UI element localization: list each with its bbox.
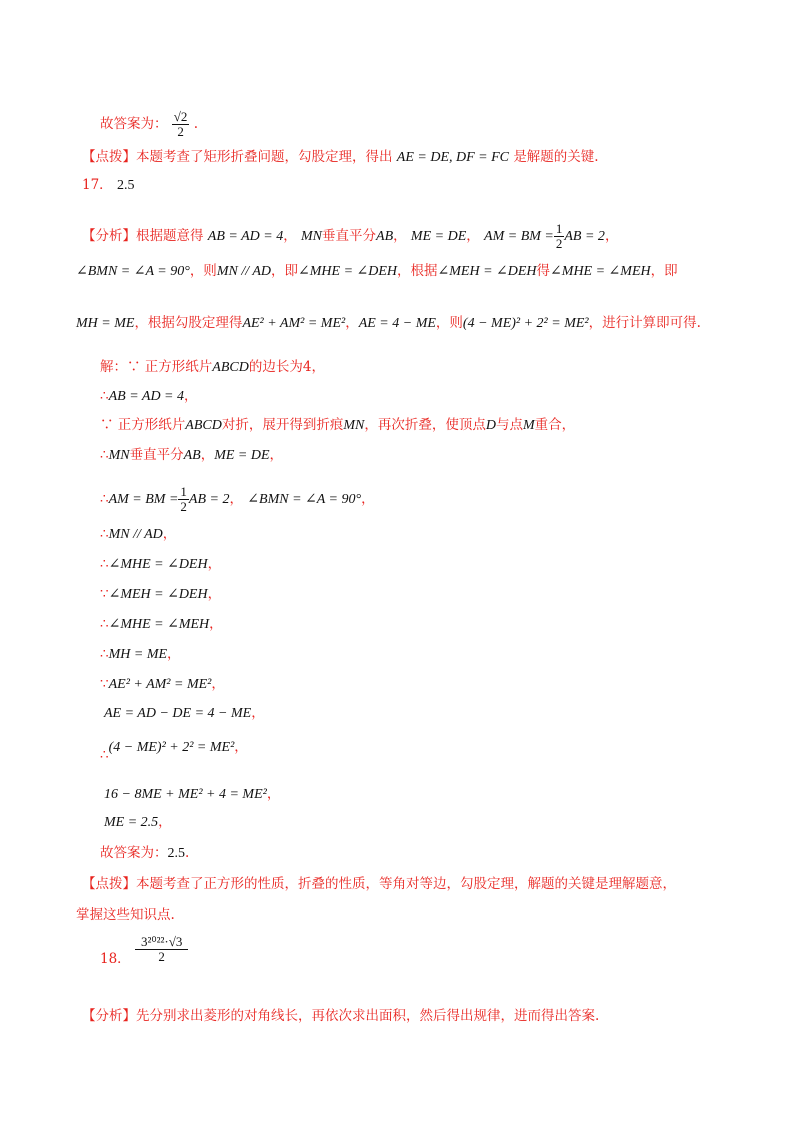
math-expr: MN: [108, 448, 130, 463]
solution-line-13: [100, 737, 248, 763]
period: .: [193, 116, 199, 132]
math-expr: ∠MHE = ∠DEH: [108, 557, 208, 572]
fraction-half: [178, 485, 189, 514]
punct: ，: [234, 739, 248, 755]
math-expr: ∠BMN = ∠A = 90°: [76, 264, 190, 279]
therefore-symbol: ∴: [100, 526, 109, 542]
solution-line-4: [100, 445, 283, 466]
solution-line-12: [104, 703, 265, 724]
fraction-denominator: 2: [180, 499, 187, 514]
analysis-text: 得: [536, 263, 551, 279]
analysis-line-2: [76, 261, 678, 282]
math-expr: ME = 2.5: [104, 815, 159, 830]
math-expr: ABCD: [212, 360, 249, 375]
therefore-symbol: ∴: [100, 491, 109, 507]
analysis-text: ，则: [435, 315, 463, 331]
punct: ，: [158, 814, 172, 830]
punct: ，: [283, 228, 297, 244]
punct: ，: [167, 646, 181, 662]
solution-line-5: [100, 485, 375, 514]
math-expr: ∠MEH = ∠DEH: [437, 264, 537, 279]
punct: ，: [361, 491, 375, 507]
question-18-header: [100, 934, 188, 967]
question-answer: 2.5: [116, 178, 135, 193]
analysis-line-3: [76, 313, 701, 334]
math-expr: AB: [183, 448, 201, 463]
therefore-symbol: ∴: [100, 447, 109, 463]
math-expr: AE² + AM² = ME²: [108, 677, 212, 692]
period: .: [185, 845, 190, 861]
math-expr: MN // AD: [216, 264, 272, 279]
solution-line-3: [100, 415, 575, 436]
math-expr: ME = DE: [410, 229, 467, 244]
punct: ，: [345, 315, 359, 331]
math-expr: MN: [343, 418, 365, 433]
punct: ，: [209, 616, 223, 632]
analysis-tag: 【分析】: [82, 1008, 136, 1024]
math-expr: D: [485, 418, 496, 433]
fraction-numerator: 1: [180, 484, 187, 499]
solution-text: ∵ 正方形纸片: [100, 417, 186, 433]
math-expr: AB = AD = 4: [108, 389, 185, 404]
hint-tag: 【点拨】: [82, 876, 136, 892]
question-17-header: [82, 175, 134, 196]
punct: ，: [184, 388, 198, 404]
solution-text: ，再次折叠，使顶点: [364, 417, 486, 433]
answer-value: 2.5: [167, 846, 185, 861]
solution-line-11: [100, 674, 225, 695]
math-expr: ∠MEH = ∠DEH: [108, 587, 208, 602]
math-expr: AE = DE, DF = FC: [396, 150, 510, 165]
analysis-text: ，进行计算即可得.: [588, 315, 701, 331]
solution-text: 重合，: [534, 417, 576, 433]
because-symbol: ∵: [100, 676, 109, 692]
punct: ，: [604, 228, 619, 244]
hint-text-end: 是解题的关键.: [513, 149, 599, 165]
math-expr: ∠MHE = ∠MEH: [108, 617, 210, 632]
punct: ，: [466, 228, 480, 244]
punct: ，: [266, 786, 281, 802]
math-expr: AM = BM =: [108, 492, 179, 507]
punct: ，: [200, 447, 215, 463]
hint-text: 本题考查了正方形的性质，折叠的性质，等角对等边，勾股定理，解题的关键是理解题意，: [136, 876, 676, 892]
math-expr: AB = 2: [188, 492, 230, 507]
therefore-symbol: ∴: [100, 388, 109, 404]
answer-fraction: [135, 935, 188, 964]
math-expr: AE² + AM² = ME²: [242, 316, 346, 331]
hint-tag: 【点拨】: [82, 149, 136, 165]
solution-text: 与点: [495, 417, 523, 433]
math-expr: MN // AD: [108, 527, 163, 542]
punct: ，: [162, 526, 177, 542]
solution-line-2: [100, 386, 198, 407]
hint-line-17-cont: [76, 905, 175, 925]
math-expr: ABCD: [185, 418, 222, 433]
solution-text: 解：∵ 正方形纸片: [100, 359, 213, 375]
punct: ，: [207, 586, 222, 602]
punct: ，: [393, 228, 407, 244]
solution-text: 垂直平分: [129, 447, 184, 463]
analysis-line-1: [82, 222, 618, 251]
fraction-denominator: 2: [177, 124, 184, 139]
fraction-denominator: 2: [158, 949, 165, 964]
solution-line-14: [104, 784, 280, 805]
hint-line-17: [82, 874, 676, 894]
analysis-text: ，根据: [397, 263, 438, 279]
punct: ，: [229, 491, 243, 507]
math-expr: MN: [301, 229, 323, 244]
math-expr: ME = DE: [214, 448, 270, 463]
solution-line-15: [104, 812, 172, 833]
therefore-symbol: ∴: [100, 556, 109, 572]
punct: ，: [251, 705, 265, 721]
answer-label: 故答案为：: [100, 116, 168, 132]
math-expr: ∠MHE = ∠MEH: [550, 264, 651, 279]
analysis-text: 先分别求出菱形的对角线长，再依次求出面积，然后得出规律，进而得出答案.: [136, 1008, 600, 1024]
math-expr: 16 − 8ME + ME² + 4 = ME²: [104, 787, 267, 802]
punct: ，: [269, 447, 284, 463]
math-expr: AE = 4 − ME: [358, 316, 436, 331]
hint-text: 掌握这些知识点.: [76, 907, 175, 923]
hint-text: 本题考查了矩形折叠问题，勾股定理，得出: [136, 149, 393, 165]
fraction-numerator: 1: [555, 221, 563, 236]
fraction-denominator: 2: [555, 236, 563, 251]
solution-line-6: [100, 524, 176, 545]
therefore-symbol: ∴: [100, 747, 109, 763]
punct: ，: [211, 676, 225, 692]
math-expr: AM = BM =: [484, 229, 554, 244]
therefore-symbol: ∴: [100, 616, 109, 632]
answer-label: 故答案为：: [100, 845, 168, 861]
question-number: 18．: [100, 951, 131, 967]
analysis-tag: 【分析】: [82, 228, 136, 244]
solution-text: 的边长为4，: [248, 359, 325, 375]
because-symbol: ∵: [100, 586, 109, 602]
math-expr: AB = 2: [564, 229, 605, 244]
solution-line-7: [100, 554, 221, 575]
therefore-symbol: ∴: [100, 646, 109, 662]
analysis-text: 垂直平分: [322, 228, 377, 244]
analysis-text: ，根据勾股定理得: [134, 315, 243, 331]
math-expr: AB: [376, 229, 394, 244]
fraction-numerator: 3²⁰²²·√3: [135, 935, 188, 950]
solution-line-1: [100, 357, 325, 378]
math-expr: (4 − ME)² + 2² = ME²: [462, 316, 589, 331]
solution-line-8: [100, 584, 221, 605]
hint-line-16: [82, 147, 599, 168]
analysis-text: ，即: [650, 263, 678, 279]
answer-fraction: [172, 110, 190, 139]
math-expr: ∠MHE = ∠DEH: [298, 264, 398, 279]
fraction-numerator: √2: [173, 109, 188, 124]
analysis-text: ，则: [189, 263, 217, 279]
math-expr: MH = ME: [76, 316, 135, 331]
solution-line-10: [100, 644, 181, 665]
solution-line-9: [100, 614, 223, 635]
math-expr: AE = AD − DE = 4 − ME: [104, 706, 252, 721]
punct: ，: [207, 556, 222, 572]
analysis-line-18: [82, 1006, 599, 1026]
fraction-half: [554, 222, 565, 251]
question-number: 17．: [82, 177, 113, 193]
math-expr: MH = ME: [108, 647, 168, 662]
math-expr: M: [522, 418, 535, 433]
math-expr: (4 − ME)² + 2² = ME²: [108, 740, 235, 755]
answer-line-16: [100, 110, 198, 139]
analysis-text: ，即: [271, 263, 299, 279]
solution-text: 对折，展开得到折痕: [221, 417, 344, 433]
math-expr: AB = AD = 4: [207, 229, 284, 244]
analysis-text: 根据题意得: [136, 228, 204, 244]
math-expr: ∠BMN = ∠A = 90°: [247, 492, 362, 507]
answer-line-17: [100, 843, 189, 864]
